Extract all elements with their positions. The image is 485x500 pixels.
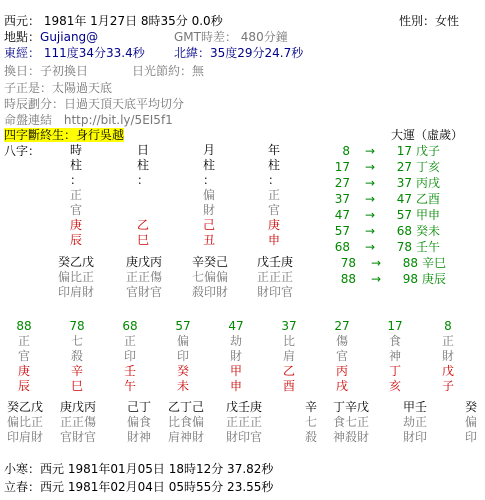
place-value: Gujiang@	[40, 30, 99, 44]
hidden-stems: 癸乙戊	[57, 255, 94, 269]
birth-datetime: 西元： 1981年 1月27日 8時35分 0.0秒	[4, 14, 223, 28]
hidden-stems-month	[187, 255, 233, 300]
hidden-gods-bottom: 官財官	[125, 285, 162, 299]
solar-term-lichun: 立春：西元 1981年02月04日 05時55分 23.55秒	[4, 480, 274, 494]
longitude: 東經： 111度34分33.4秒	[4, 46, 145, 60]
dayun-row: 27 → 37 丙戌	[334, 176, 441, 190]
dayun-hidden: 癸 偏 印	[464, 400, 477, 444]
solar-term-xiaohan: 小寒：西元 1981年01月05日 18時12分 37.82秒	[4, 462, 274, 476]
heavenly-stem: 己	[202, 218, 215, 232]
bazi-label: 八字：	[4, 144, 41, 158]
hidden-gods-top: 七偏偏	[191, 270, 228, 284]
ten-god-top: 正	[69, 188, 82, 202]
zi-zheng: 子正是：太陽過天底	[4, 81, 113, 95]
pillar-colon: ：	[267, 173, 280, 187]
hidden-gods-bottom: 財印官	[256, 285, 293, 299]
heavenly-stem: 庚	[69, 218, 82, 232]
hidden-stems: 戊壬庚	[256, 255, 293, 269]
pillar-name: 日	[136, 143, 149, 157]
ten-god-bottom: 官	[267, 203, 280, 217]
heavenly-stem: 乙	[136, 218, 149, 232]
dayun-column: 78 七 殺 辛 巳	[69, 319, 85, 393]
chart-link-row	[4, 113, 173, 127]
pillar-zhu: 柱	[202, 158, 215, 172]
dayun-hidden: 己丁 偏食 財神	[126, 400, 151, 444]
dayun-column: 47 劫 財 甲 申	[228, 319, 244, 393]
pillar-colon: ：	[136, 173, 149, 187]
pillar-zhu: 柱	[69, 158, 82, 172]
dayun-hidden: 乙丁己 比食偏 肩神財	[167, 400, 204, 444]
ten-god-top: 偏	[202, 188, 215, 202]
hidden-gods-bottom: 殺印財	[191, 285, 228, 299]
place-label: 地點：	[4, 30, 41, 44]
hidden-stems-hour	[53, 255, 99, 300]
place-row	[4, 30, 98, 44]
chart-link[interactable]: http://bit.ly/5EI5f1	[63, 113, 173, 127]
daylight-saving: 日光節約：無	[132, 64, 205, 78]
pillar-colon: ：	[202, 173, 215, 187]
pillar-zhu: 柱	[267, 158, 280, 172]
pillar-zhu: 柱	[136, 158, 149, 172]
dayun-column: 88 正 官 庚 辰	[16, 319, 32, 393]
pillar-year	[264, 143, 284, 248]
dayun-column: 8 正 財 戊 子	[441, 319, 454, 393]
hidden-stems: 庚戊丙	[125, 255, 162, 269]
hidden-gods-top: 正正正	[256, 270, 293, 284]
hidden-stems-year	[252, 255, 298, 300]
gender: 性別：女性	[399, 14, 460, 28]
hidden-gods-top: 正正傷	[125, 270, 162, 284]
dayun-hidden: 辛 七 殺	[304, 400, 317, 444]
pillar-month	[199, 143, 219, 248]
dayun-row: 17 → 27 丁亥	[334, 160, 441, 174]
dayun-hidden: 庚戊丙 正正傷 官財官	[59, 400, 96, 444]
dayun-column: 57 偏 印 癸 未	[175, 319, 191, 393]
pillar-hour	[66, 143, 86, 248]
pillar-day	[133, 143, 153, 248]
dayun-row: 8 → 17 戊子	[342, 144, 441, 158]
chart-link-label: 命盤連結	[4, 113, 53, 127]
dayun-hidden: 丁辛戊 食七正 神殺財	[332, 400, 369, 444]
pillar-colon: ：	[69, 173, 82, 187]
hidden-stems-day	[121, 255, 167, 300]
dayun-column: 68 正 印 壬 午	[122, 319, 138, 393]
hidden-gods-bottom: 印肩財	[57, 285, 94, 299]
dayun-row: 88 → 98 庚辰	[340, 272, 447, 286]
earthly-branch: 辰	[69, 233, 82, 247]
dayun-column: 37 比 肩 乙 酉	[281, 319, 297, 393]
ten-god-top: 正	[267, 188, 280, 202]
dayun-hidden: 癸乙戊 偏比正 印肩財	[6, 400, 43, 444]
dayun-hidden: 甲壬 劫正 財印	[402, 400, 427, 444]
latitude: 北緯：35度29分24.7秒	[174, 46, 304, 60]
four-char-verdict: 四字斷終生：身行吳越	[4, 128, 125, 142]
earthly-branch: 申	[267, 233, 280, 247]
hidden-stems: 辛癸己	[191, 255, 228, 269]
heavenly-stem: 庚	[267, 218, 280, 232]
dayun-hidden: 戊壬庚 正正正 財印官	[225, 400, 262, 444]
pillar-name: 年	[267, 143, 280, 157]
shi-chen-division: 時辰劃分：日過天頂天底平均切分	[4, 97, 185, 111]
dayun-row: 78 → 88 辛巳	[340, 256, 447, 270]
dayun-title: 大運（虛歲）	[391, 128, 464, 142]
pillar-name: 月	[202, 143, 215, 157]
ten-god-top	[133, 188, 153, 203]
dayun-row: 37 → 47 乙酉	[334, 192, 441, 206]
dayun-row: 57 → 68 癸未	[334, 224, 441, 238]
dayun-row: 47 → 57 甲申	[334, 208, 441, 222]
hidden-gods-top: 偏比正	[57, 270, 94, 284]
dayun-column: 27 傷 官 丙 戌	[334, 319, 350, 393]
dayun-column: 17 食 神 丁 亥	[387, 319, 403, 393]
ten-god-bottom: 官	[69, 203, 82, 217]
dayun-row: 68 → 78 壬午	[334, 240, 441, 254]
earthly-branch: 巳	[136, 233, 149, 247]
day-change: 換日：子初換日	[4, 64, 89, 78]
gmt-diff: GMT時差： 480分鐘	[174, 30, 288, 44]
ten-god-bottom: 財	[202, 203, 215, 217]
ten-god-bottom	[133, 203, 153, 218]
earthly-branch: 丑	[202, 233, 215, 247]
pillar-name: 時	[69, 143, 82, 157]
